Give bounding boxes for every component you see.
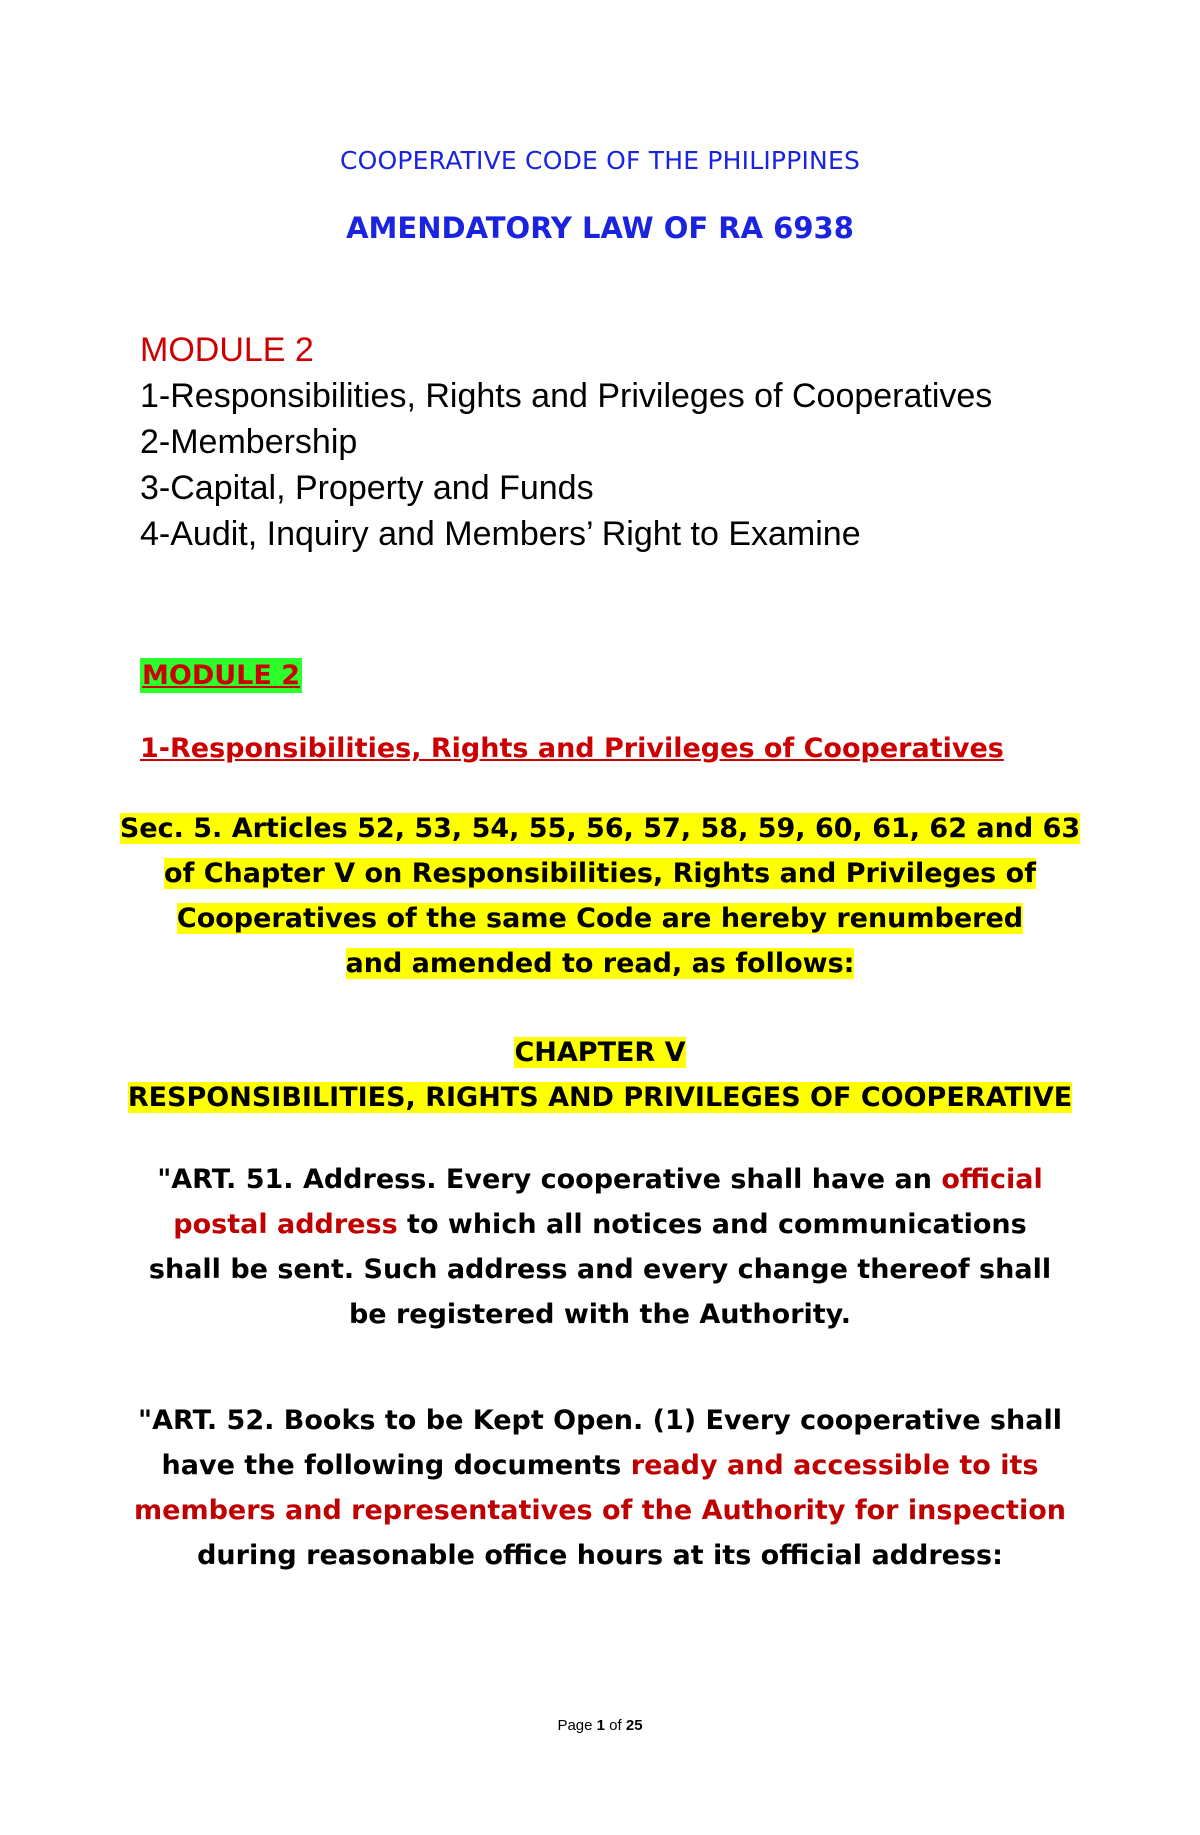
table-of-contents <box>140 327 1100 557</box>
footer-label: Page <box>557 1717 597 1734</box>
article-emphasis: official <box>941 1164 1043 1195</box>
article-text: "ART. 52. Books to be Kept Open. (1) Every cooperative shall <box>138 1405 1062 1436</box>
page-footer <box>0 1717 1200 1734</box>
toc-item: 1-Responsibilities, Rights and Privileges of Cooperatives <box>140 377 993 415</box>
article-text: have the following documents <box>161 1450 631 1481</box>
toc-item: 4-Audit, Inquiry and Members’ Right to Examine <box>140 515 861 553</box>
article-emphasis: ready and accessible to its <box>630 1450 1039 1481</box>
article-text: be registered with the Authority. <box>348 1299 852 1330</box>
toc-module-heading: MODULE 2 <box>140 331 314 369</box>
article-emphasis: postal address <box>173 1209 398 1240</box>
article-emphasis: members and representatives of the Authority for inspection <box>134 1495 1066 1526</box>
article-text: "ART. 51. Address. Every cooperative shall have an <box>157 1164 942 1195</box>
sec-5-line: of Chapter V on Responsibilities, Rights and Privileges of <box>164 858 1036 889</box>
sec-5-paragraph <box>100 806 1100 986</box>
chapter-title: RESPONSIBILITIES, RIGHTS AND PRIVILEGES OF COOPERATIVE <box>127 1082 1073 1113</box>
footer-separator: of <box>605 1717 626 1734</box>
sec-5-line: and amended to read, as follows: <box>345 948 855 979</box>
toc-item: 2-Membership <box>140 423 358 461</box>
toc-item: 3-Capital, Property and Funds <box>140 469 594 507</box>
chapter-number: CHAPTER V <box>514 1037 686 1068</box>
article-text: during reasonable office hours at its official address: <box>197 1540 1003 1571</box>
article-51 <box>100 1157 1100 1337</box>
sec-5-line: Cooperatives of the same Code are hereby renumbered <box>176 903 1024 934</box>
chapter-heading <box>100 1030 1100 1120</box>
section-subheading: 1-Responsibilities, Rights and Privileges of Cooperatives <box>140 733 1004 764</box>
article-text: shall be sent. Such address and every change thereof shall <box>148 1254 1052 1285</box>
article-text: to which all notices and communications <box>397 1209 1027 1240</box>
page-total: 25 <box>625 1717 643 1734</box>
sec-5-line: Sec. 5. Articles 52, 53, 54, 55, 56, 57, 58, 59, 60, 61, 62 and 63 <box>119 813 1081 844</box>
article-52 <box>100 1398 1100 1578</box>
document-subtitle: AMENDATORY LAW OF RA 6938 <box>346 211 854 245</box>
page-number: 1 <box>596 1717 605 1734</box>
document-title: COOPERATIVE CODE OF THE PHILIPPINES <box>339 146 861 175</box>
module-heading: MODULE 2 <box>142 660 300 691</box>
